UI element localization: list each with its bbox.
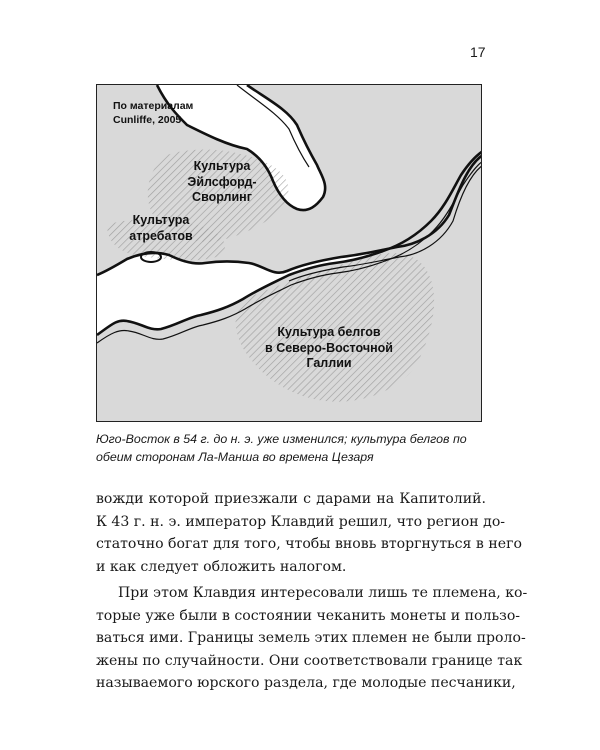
- source-note-line: Cunliffe, 2005: [113, 114, 182, 127]
- text-line: К 43 г. н. э. император Клавдий решил, что регион до-: [96, 513, 506, 530]
- text-line: и как следует обложить налогом.: [96, 558, 347, 575]
- label-eylsford-culture: [147, 159, 297, 206]
- label-atrebates-culture: [111, 213, 211, 244]
- label-line: атребатов: [129, 228, 193, 243]
- body-text: [96, 488, 528, 695]
- caption-line: обеим сторонам Ла-Манша во времена Цезаря: [96, 450, 374, 464]
- caption-line: Юго-Восток в 54 г. до н. э. уже изменился; культура белгов по: [96, 432, 467, 446]
- text-line: ваться ими. Границы земель этих племен не были проло-: [96, 630, 526, 646]
- text-line: При этом Клавдия интересовали лишь те племена, ко-: [118, 585, 528, 601]
- label-line: Культура белгов: [277, 325, 381, 339]
- map-source-note: [113, 99, 193, 127]
- text-line: статочно богат для того, чтобы вновь вторгнуться в него: [96, 536, 522, 552]
- label-line: Галлии: [306, 356, 352, 371]
- page-number: 17: [470, 44, 486, 60]
- label-line: в Северо-Восточной: [265, 340, 393, 355]
- label-line: Культура: [132, 213, 190, 227]
- map-figure: [96, 84, 482, 422]
- text-line: вожди которой приезжали с дарами на Капитолий.: [96, 491, 486, 507]
- text-line: жены по случайности. Они соответствовали границе так: [96, 652, 523, 669]
- label-line: Эйлсфорд-: [187, 174, 257, 189]
- label-belgae-culture: [249, 325, 409, 372]
- text-line: торые уже были в состоянии чеканить монеты и пользо-: [96, 607, 521, 624]
- figure-caption: [96, 430, 496, 466]
- label-line: Сворлинг: [192, 190, 252, 205]
- text-line: называемого юрского раздела, где молодые песчаники,: [96, 675, 516, 691]
- label-line: Культура: [193, 159, 251, 173]
- source-note-line: По материалам: [113, 100, 194, 112]
